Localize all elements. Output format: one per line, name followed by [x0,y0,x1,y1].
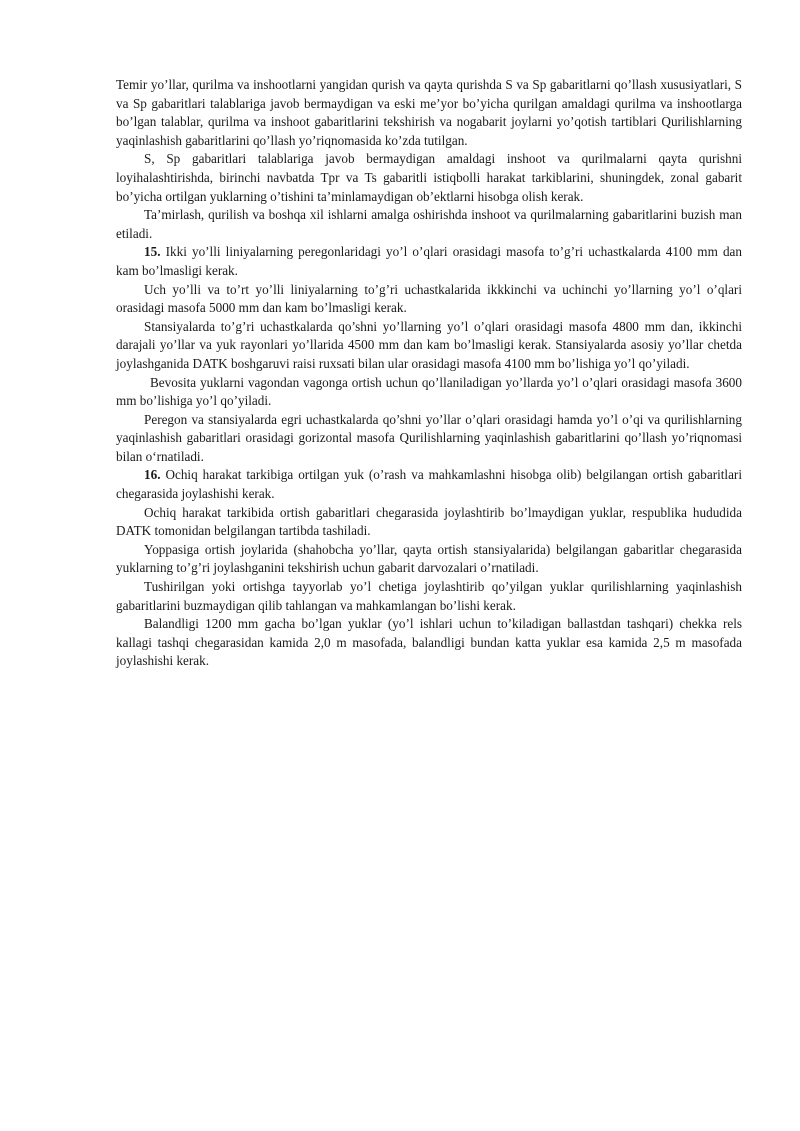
paragraph-13: Balandligi 1200 mm gacha bo’lgan yuklar (yo’l ishlari uchun to’kiladigan ballastdan tashqari) chekka rels kallagi tashqi chegarasidan kamida 2,0 m masofada, balandligi bundan katta yuklar esa kamida 2,5 m masofada joylashishi kerak. [116,616,742,669]
paragraph-4 [116,243,742,280]
clause-number-16: 16. [144,467,161,483]
paragraph-4-text: Ikki yo’lli liniyalarning peregonlaridagi yo’l o’qlari orasidagi masofa to’g’ri uchastkalarda 4100 mm dan kam bo’lmasligi kerak. [116,244,742,278]
paragraph-3: Ta’mirlash, qurilish va boshqa xil ishlarni amalga oshirishda inshoot va qurilmalarning gabaritlarini buzish man etiladi. [116,207,742,241]
document-body [116,76,742,671]
paragraph-1: Temir yo’llar, qurilma va inshootlarni yangidan qurish va qayta qurishda S va Sp gabaritlarni qo’llash xususiyatlari, S va Sp gabaritlari talablariga javob bermaydigan va eski me’yor bo’yicha qurilgan amaldagi qurilma va inshootlarga bo’lgan talablar, qurilma va inshoot gabaritlarini tekshirish va nogabarit joylarni yo’qotish tartiblari Qurilishlarning yaqinlashish gabaritlarini qo’llash yo’riqnomasida ko’zda tutilgan. [116,77,742,148]
paragraph-9-text: Ochiq harakat tarkibiga ortilgan yuk (o’rash va mahkamlashni hisobga olib) belgilangan ortish gabaritlari chegarasida joylashishi kerak. [116,467,742,502]
paragraph-5: Uch yo’lli va to’rt yo’lli liniyalarning to’g’ri uchastkalarida ikkkinchi va uchinchi yo’llarning yo’l o’qlari orasidagi masofa 5000 mm dan kam bo’lmasligi kerak. [116,281,742,316]
paragraph-11: Yoppasiga ortish joylarida (shahobcha yo’llar, qayta ortish stansiyalarida) belgilangan gabaritlar chegarasida yuklarning to’g’ri joylashganini tekshirish uchun gabarit darvozalari o’rnatiladi. [116,541,742,576]
paragraph-10: Ochiq harakat tarkibida ortish gabaritlari chegarasida joylashtirib bo’lmaydigan yuklar, respublika hududida DATK tomonidan belgilangan tartibda tashiladi. [116,504,742,539]
paragraph-9 [116,466,742,503]
paragraph-8: Peregon va stansiyalarda egri uchastkalarda qo’shni yo’llar o’qlari orasidagi hamda yo’l o’qi va qurilishlarning yaqinlashish gabaritlari orasidagi gorizontal masofa Qurilishlarning yaqinlashish gabaritlarini qo’llash yo’riqnomasi bilan o‘rnatiladi. [116,411,742,464]
clause-number-15: 15. [144,244,161,260]
paragraph-6: Stansiyalarda to’g’ri uchastkalarda qo’shni yo’llarning yo’l o’qlari orasidagi masofa 4800 mm dan, ikkinchi darajali yo’llar va yuk rayonlari yo’llarida 4500 mm dan kam bo’lmasligi kerak. Stansiyalarda asosiy yo’llar chetda joylashganida DATK boshgaruvi raisi ruxsati bilan ular orasidagi masofa 4100 mm bo’lishiga yo’l qo’yiladi. [116,318,742,371]
paragraph-12: Tushirilgan yoki ortishga tayyorlab yo’l chetiga joylashtirib qo’yilgan yuklar qurilishlarning yaqinlashish gabaritlarini buzmaydigan qilib tahlangan va mahkamlangan bo’lishi kerak. [116,579,742,613]
paragraph-2: S, Sp gabaritlari talablariga javob bermaydigan amaldagi inshoot va qurilmalarni qayta qurishni loyihalashtirishda, birinchi navbatda Tpr va Ts gabaritli istiqbolli harakat tarkiblarini, shuningdek, zonal gabarit bo’yicha ortilgan yuklarning o’tishini ta’minlamaydigan ob’ektlarni hisobga olish kerak. [116,151,742,204]
paragraph-7: Bevosita yuklarni vagondan vagonga ortish uchun qo’llaniladigan yo’llarda yo’l o’qlari orasidagi masofa 3600 mm bo’lishiga yo’l qo’yiladi. [116,374,742,409]
